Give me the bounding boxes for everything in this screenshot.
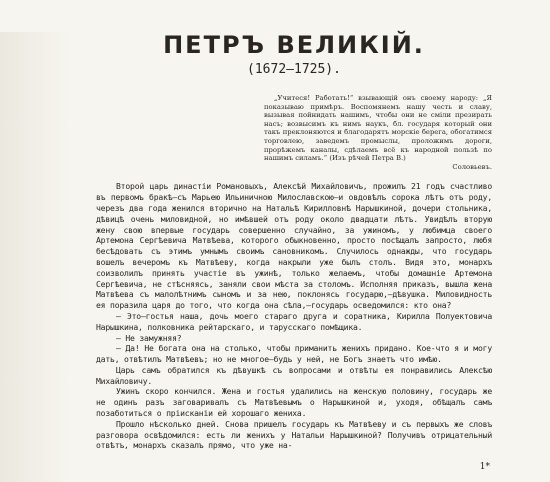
paragraph: Прошло нѣсколько дней. Снова пришелъ государь къ Матвѣеву и съ первыхъ же словъ разговора освѣдомился: есть ли женихъ у Натальи Нарышкиной? Получивъ отрицательный отвѣтъ, монархъ сказалъ прямо, что уже на- xyxy=(96,418,492,451)
paragraph: — Да! Не богата она на столько, чтобы приманить женихъ придано. Кое-что я и могу дать, отвѣтилъ Матвѣевъ; но не многое—будь у ней, не Богъ знаетъ что имѣю. xyxy=(96,343,492,365)
paragraph: Ужинъ скоро кончился. Жена и гостья удалились на женскую половину, государь же не одинъ разъ заговаривалъ съ Матвѣевымъ о Нарышкиной и, уходя, обѣщалъ самъ позаботиться о пріисканіи ей хорошаго жениха. xyxy=(96,386,492,419)
book-page xyxy=(0,32,550,482)
scan-edge-shadow xyxy=(0,32,70,482)
life-dates: (1672–1725). xyxy=(247,62,341,77)
body-text xyxy=(96,181,492,451)
epigraph-quote: „Учитеся! Работать!“ взывающій онъ своему народу: „Я показываю примѣръ. Воспомянемъ нашу честь и славу, вызывая пойнидать нашимъ, чтобы они не сміли презирать насъ; возвысимъ къ нимъ наукъ, бл. государя который они такъ преклоняются и благодарятъ морскіе берега, обогатимся торговлею, заведемъ промыслы, проложимъ дороги, прорѣжемъ каналы, сдѣлаемъ всё къ народной пользѣ по нашимъ силамъ.“ (Изъ рѣчей Петра В.) xyxy=(264,94,492,163)
paragraph: — Не замужняя? xyxy=(116,332,182,343)
paragraph: Второй царь династіи Романовыхъ, Алексѣй Михайловичъ, прожилъ 21 годъ счастливо въ первомъ бракѣ—съ Марьею Ильиничною Милославскою—и овдовѣлъ сорока лѣтъ отъ роду, черезъ два года женился вторично на Натальѣ Кирилловнѣ Нарышкиной, дочери стольника, дѣвицѣ очень миловидной, но имѣвшей отъ роду около двадцати лѣтъ. Увидѣлъ вторую жену свою впервые государь совершенно случайно, за ужиномъ, у любимца своего Артемона Сергѣевича Матвѣева, которого обыкновенно, просто посѣщалъ запросто, любя бесѣдовать съ этимъ умнымъ своимъ сановникомъ. Случилось однажды, что государь вошелъ вечеромъ къ Матвѣеву, когда накрыли уже былъ столъ. Видя это, монархъ соизволилъ принять участіе въ ужинѣ, только желаемъ, чтобы домашніе Артемона Сергѣевича, не стѣсняясь, заняли свои мѣста за столомъ. Исполняя приказъ, вышла жена Матвѣева съ малолѣтнимъ сыномъ и за нею, поклонясь государю,—дѣвушка. Миловидность ея поразила царя до того, что когда она сѣла,—государь осведомился: кто она? xyxy=(96,181,492,311)
paragraph: — Это—гостья наша, дочь моего стараго друга и соратника, Кирилла Полуектовича Нарышкина, полковника рейтарскаго, и тарусскаго помѣщика. xyxy=(96,310,492,332)
paragraph: Царь самъ обратился къ дѣвушкѣ съ вопросами и отвѣты ея понравились Алексѣю Михайловичу. xyxy=(96,364,492,386)
page-title: ПЕТРЪ ВЕЛИКІЙ. xyxy=(163,31,425,59)
epigraph xyxy=(264,94,492,171)
epigraph-attribution: Соловьевъ. xyxy=(452,162,492,171)
page-number: 1* xyxy=(479,462,490,472)
